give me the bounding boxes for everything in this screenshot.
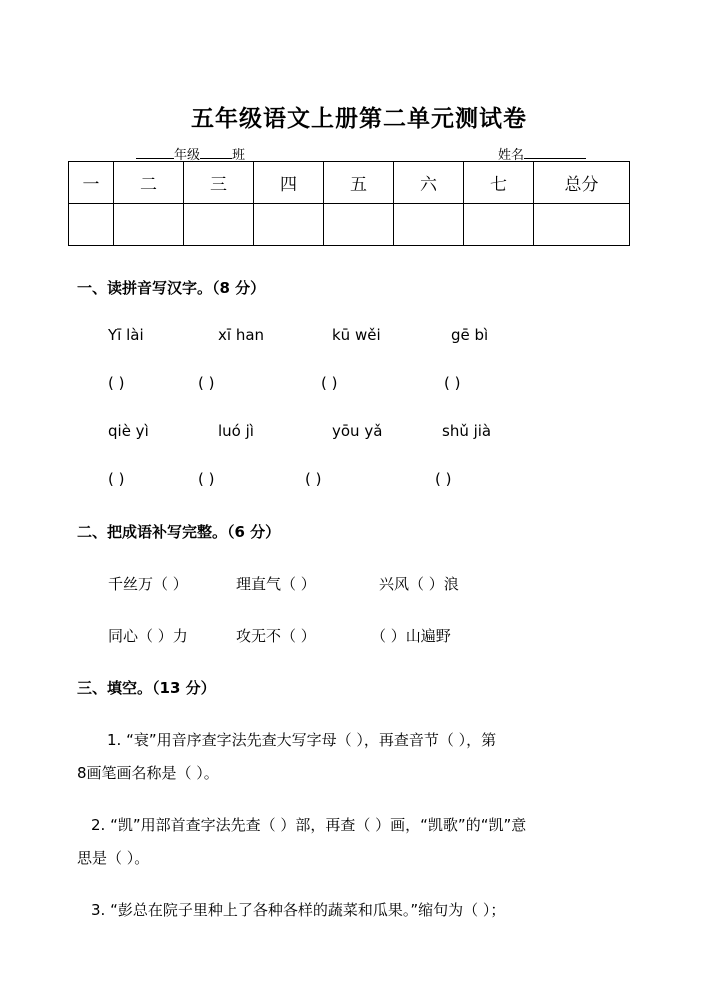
grade-blank[interactable] [136, 146, 174, 159]
score-cell[interactable] [184, 204, 254, 246]
score-cell[interactable] [254, 204, 324, 246]
score-header-cell: 三 [184, 162, 254, 204]
score-header-cell: 总分 [534, 162, 630, 204]
score-value-row [69, 204, 630, 246]
idiom-item[interactable]: 攻无不（ ） [236, 627, 316, 645]
section1-heading: 一、读拼音写汉字。（8 分） [77, 279, 266, 297]
idiom-item[interactable]: 同心（ ）力 [108, 627, 188, 645]
answer-bracket[interactable]: ( ) [444, 374, 461, 392]
score-header-row [69, 162, 630, 204]
section3-heading: 三、填空。（13 分） [77, 679, 216, 697]
answer-bracket[interactable]: ( ) [321, 374, 338, 392]
question-1-line1: 1. “衰”用音序查字法先查大写字母（ ），再查音节（ ），第 [107, 731, 497, 749]
answer-bracket[interactable]: ( ) [198, 470, 215, 488]
score-header-cell: 五 [324, 162, 394, 204]
question-3-line1: 3. “彭总在院子里种上了各种各样的蔬菜和瓜果。”缩句为（ ）； [91, 901, 506, 919]
score-cell[interactable] [69, 204, 114, 246]
score-cell[interactable] [394, 204, 464, 246]
pinyin-item: yōu yǎ [332, 422, 383, 440]
section2-heading: 二、把成语补写完整。（6 分） [77, 523, 281, 541]
score-header-cell: 一 [69, 162, 114, 204]
question-2-line2: 思是（ ）。 [77, 849, 150, 867]
question-2-line1: 2. “凯”用部首查字法先查（ ）部，再查（ ）画，“凯歌”的“凯”意 [91, 816, 527, 834]
score-header-cell: 六 [394, 162, 464, 204]
score-cell[interactable] [464, 204, 534, 246]
pinyin-item: gē bì [451, 326, 489, 344]
pinyin-item: luó jì [218, 422, 254, 440]
answer-bracket[interactable]: ( ) [198, 374, 215, 392]
idiom-item[interactable]: 兴风（ ）浪 [379, 575, 459, 593]
class-blank[interactable] [200, 146, 232, 159]
answer-bracket[interactable]: ( ) [108, 374, 125, 392]
name-label: 姓名 [498, 148, 525, 163]
page-title: 五年级语文上册第二单元测试卷 [191, 105, 527, 132]
answer-bracket[interactable]: ( ) [305, 470, 322, 488]
pinyin-item: qiè yì [108, 422, 149, 440]
score-table [68, 161, 630, 246]
score-header-cell: 四 [254, 162, 324, 204]
pinyin-item: shǔ jià [442, 422, 492, 440]
score-header-cell: 二 [114, 162, 184, 204]
score-header-cell: 七 [464, 162, 534, 204]
idiom-item[interactable]: （ ）山遍野 [371, 627, 451, 645]
grade-label: 年级 [174, 148, 201, 163]
pinyin-item: kū wěi [332, 326, 381, 344]
idiom-item[interactable]: 理直气（ ） [236, 575, 316, 593]
answer-bracket[interactable]: ( ) [435, 470, 452, 488]
score-cell[interactable] [534, 204, 630, 246]
class-label: 班 [232, 148, 246, 163]
pinyin-item: Yī lài [108, 326, 144, 344]
idiom-item[interactable]: 千丝万（ ） [108, 575, 188, 593]
question-1-line2: 8画笔画名称是（ ）。 [77, 764, 219, 782]
pinyin-item: xī han [218, 326, 265, 344]
answer-bracket[interactable]: ( ) [108, 470, 125, 488]
score-cell[interactable] [114, 204, 184, 246]
name-blank[interactable] [524, 146, 586, 159]
score-cell[interactable] [324, 204, 394, 246]
